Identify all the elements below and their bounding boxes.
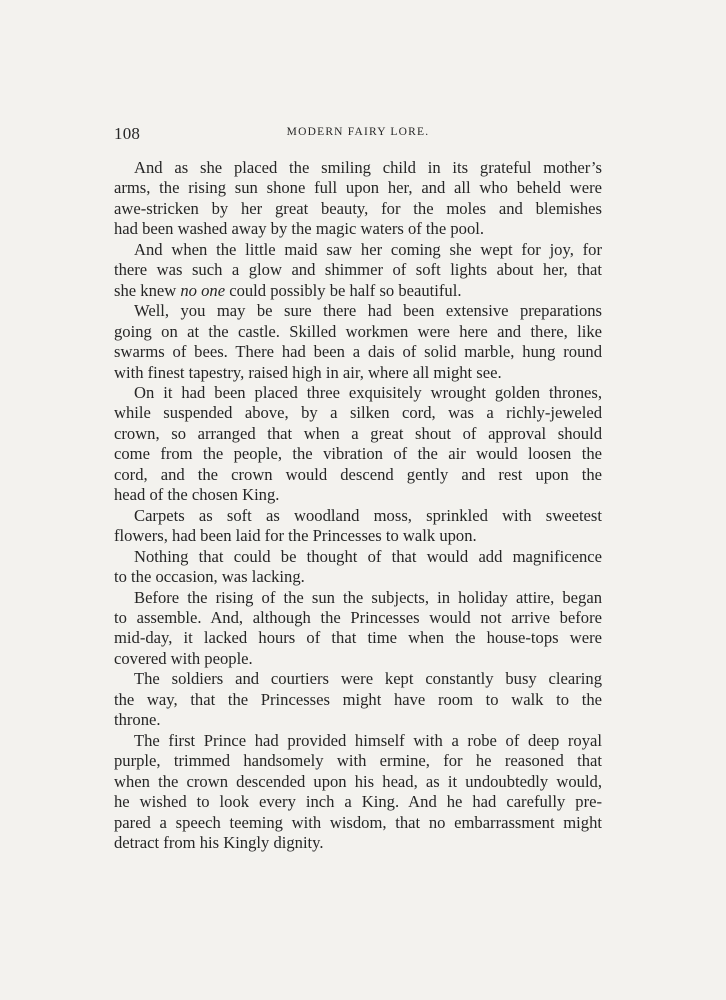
paragraph [114,669,602,730]
text-line: head of the chosen King. [114,485,280,505]
text-line: And as she placed the smiling child in its grateful mother’s [134,158,602,177]
text-line: On it had been placed three exquisitely wrought golden thrones, [134,382,602,402]
text-line: with finest tapestry, raised high in air, where all might see. [114,362,502,382]
paragraph [114,158,602,240]
text-fragment: she knew [114,280,181,300]
text-fragment: could possibly be half so beautiful. [225,280,462,300]
text-line: come from the people, the vibration of the air would loosen the [114,444,602,464]
text-line [114,281,602,301]
text-line: mid-day, it lacked hours of that time when the house-tops were [114,628,602,648]
text-line: Carpets as soft as woodland moss, sprinkled with sweetest [134,505,602,525]
body-text [114,158,602,853]
text-line: cord, and the crown would descend gently and rest upon the [114,464,602,484]
text-line: pared a speech teeming with wisdom, that no embarrassment might [114,812,602,832]
text-line: to the occasion, was lacking. [114,567,305,587]
paragraph [114,383,602,506]
text-line: going on at the castle. Skilled workmen were here and there, like [114,321,602,341]
text-line: there was such a glow and shimmer of soft lights about her, that [114,260,602,280]
paragraph [114,547,602,588]
text-line: to assemble. And, although the Princesses would not arrive before [114,607,602,627]
text-line: had been washed away by the magic waters of the pool. [114,219,485,239]
text-line: when the crown descended upon his head, as it undoubtedly would, [114,771,602,791]
text-line: he wished to look every inch a King. And he had carefully pre- [114,792,602,812]
paragraph [114,240,602,301]
text-line: while suspended above, by a silken cord, was a richly-jeweled [114,403,602,423]
paragraph [114,731,602,854]
text-line: throne. [114,710,161,730]
running-title: MODERN FAIRY LORE. [286,126,430,138]
emphasized-text: no one [180,280,226,300]
paragraph [114,506,602,547]
text-line: Nothing that could be thought of that would add magnificence [134,546,602,566]
text-line: covered with people. [114,648,253,668]
text-line: And when the little maid saw her coming she wept for joy, for [134,239,602,259]
text-line: Well, you may be sure there had been extensive preparations [134,301,602,321]
text-line: the way, that the Princesses might have room to walk to the [114,689,602,709]
paragraph [114,301,602,383]
page-number: 108 [114,124,141,143]
text-line: swarms of bees. There had been a dais of solid marble, hung round [114,342,602,362]
text-line: Before the rising of the sun the subjects, in holiday attire, began [134,587,602,607]
text-line: flowers, had been laid for the Princesses to walk upon. [114,526,477,546]
text-line: The first Prince had provided himself with a robe of deep royal [134,730,602,750]
text-line: crown, so arranged that when a great shout of approval should [114,423,602,443]
text-line: The soldiers and courtiers were kept constantly busy clearing [134,669,602,689]
text-line: detract from his Kingly dignity. [114,832,324,852]
paragraph [114,588,602,670]
text-line: arms, the rising sun shone full upon her, and all who beheld were [114,178,602,198]
running-head [114,124,602,146]
text-line: purple, trimmed handsomely with ermine, for he reasoned that [114,751,602,771]
text-line: awe-stricken by her great beauty, for the moles and blemishes [114,198,602,218]
